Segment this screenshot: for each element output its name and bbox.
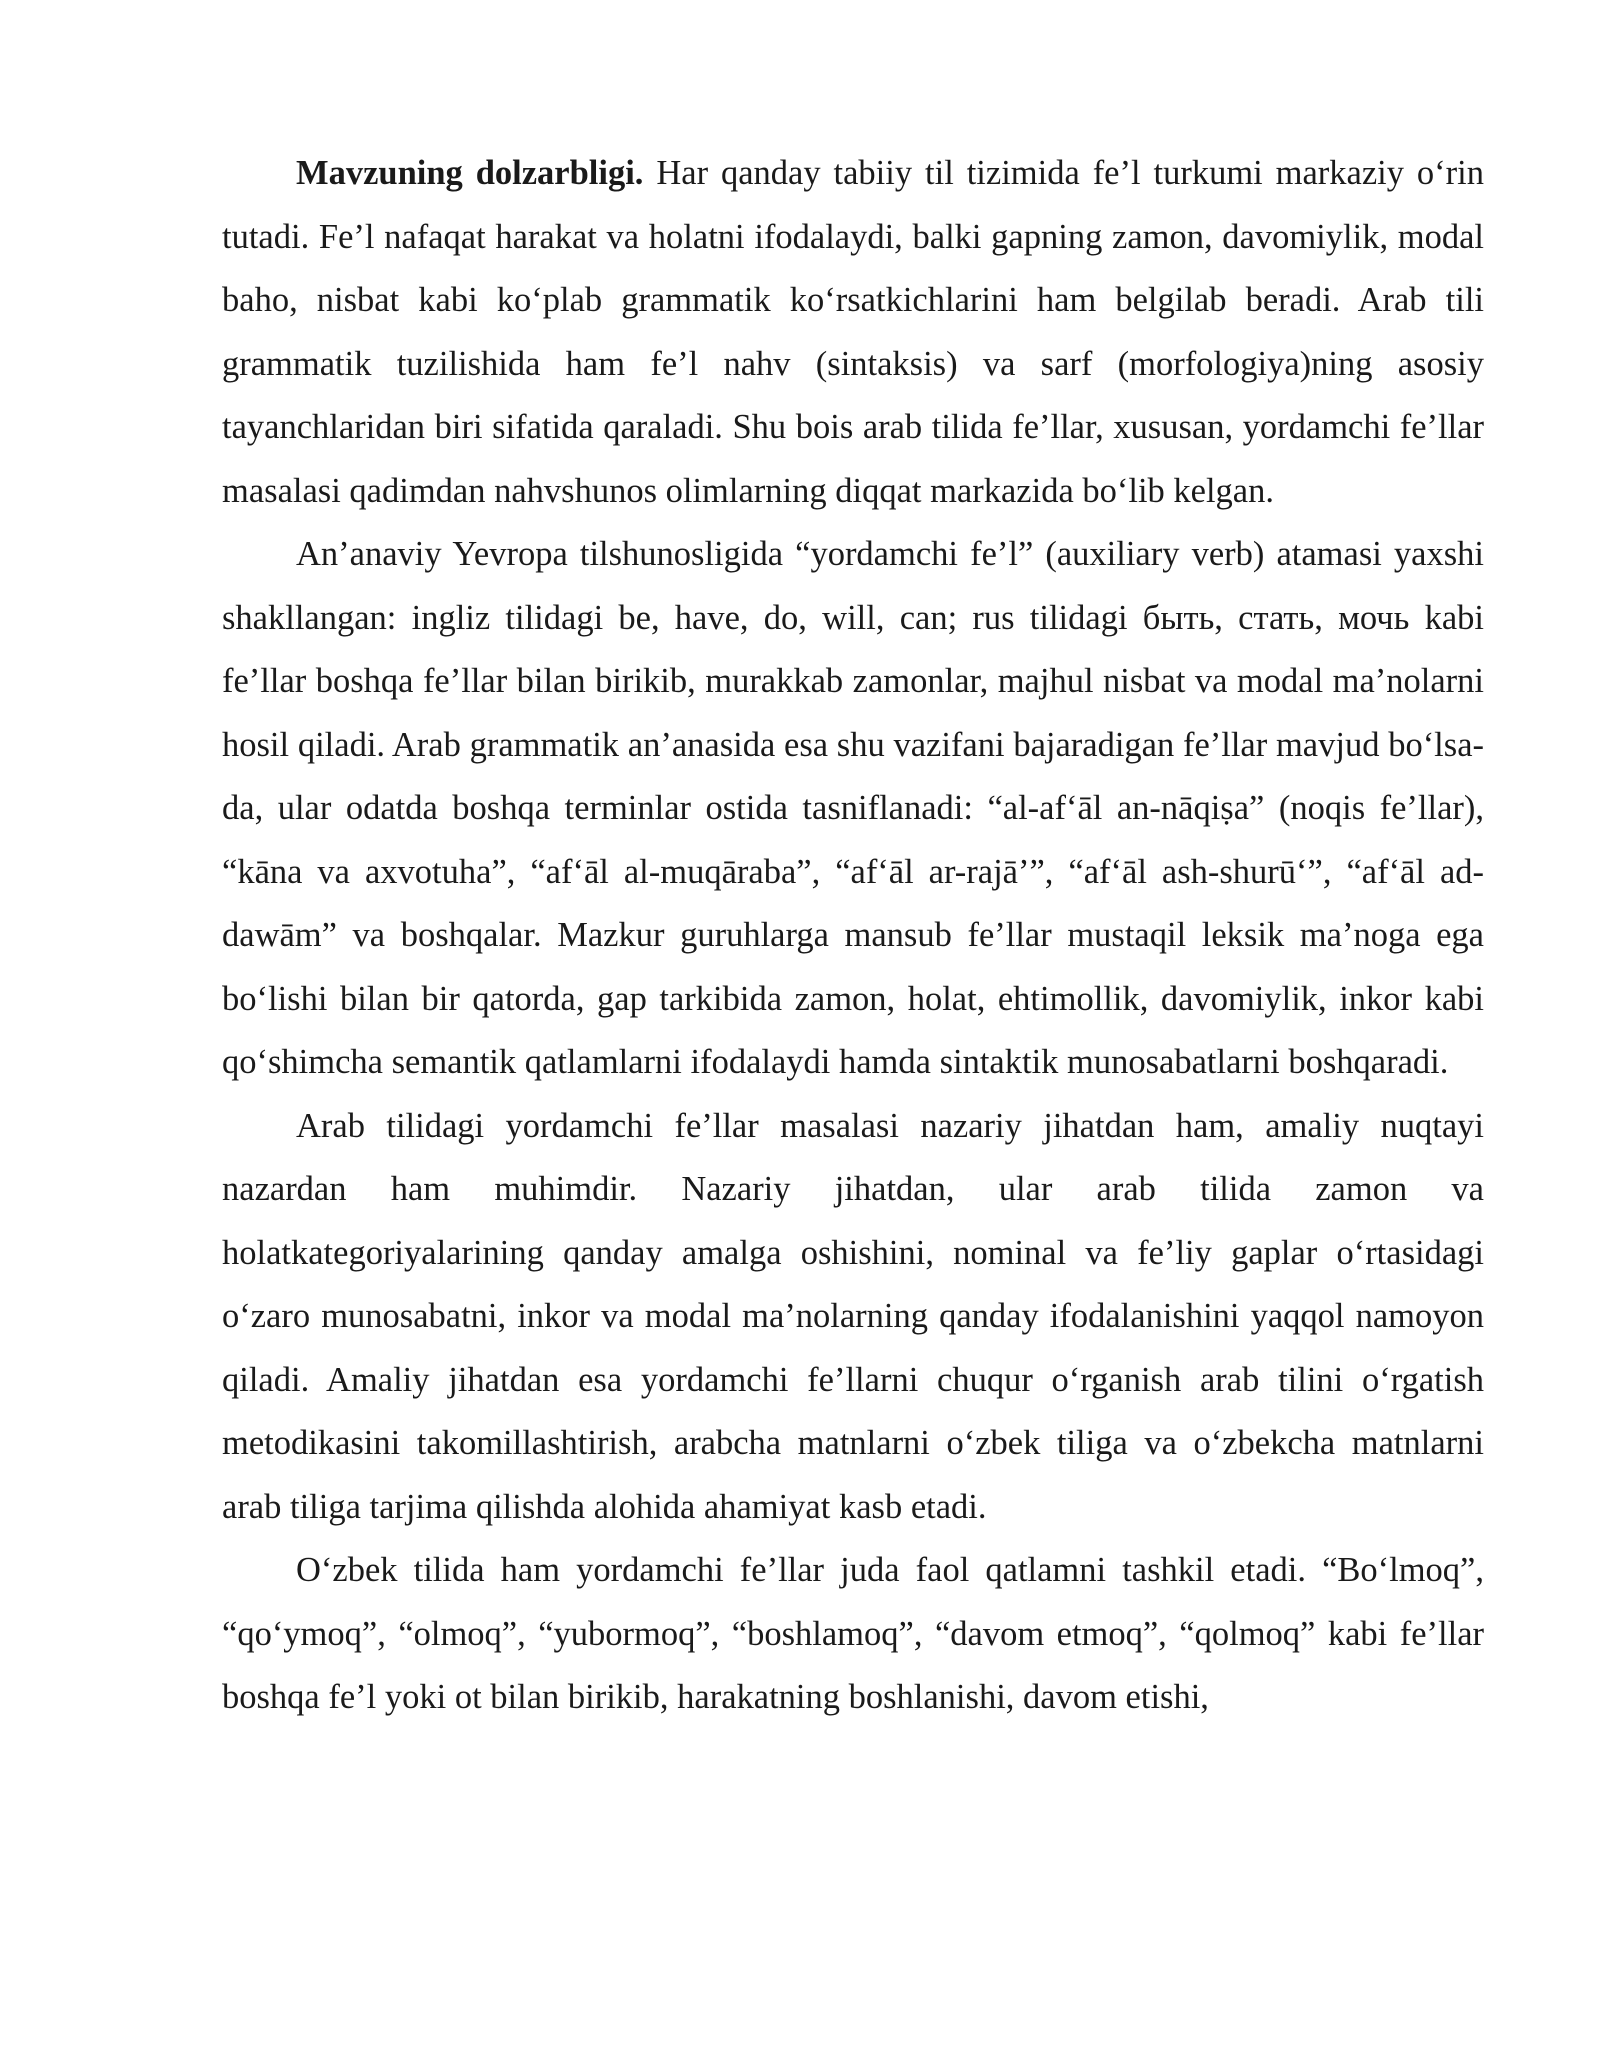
- paragraph-uzbek-auxiliaries: O‘zbek tilida ham yordamchi fe’llar juda faol qatlamni tashkil etadi. “Bo‘lmoq”, “qo‘ymoq”, “olmoq”, “yubormoq”, “boshlamoq”, “davom etmoq”, “qolmoq” kabi fe’llar boshqa fe’l yoki ot bilan birikib, harakatning boshlanishi, davom etishi,: [222, 1551, 1484, 1716]
- section-heading: Mavzuning dolzarbligi.: [296, 154, 644, 192]
- paragraph-text: Har qanday tabiiy til tizimida fe’l turkumi markaziy o‘rin tutadi. Fe’l nafaqat harakat va holatni ifodalaydi, balki gapning zamon, davomiylik, modal baho, nisbat kabi ko‘plab grammatik ko‘rsatkichlarini ham belgilab beradi. Arab tili grammatik tuzilishida ham fe’l nahv (sintaksis) va sarf (morfologiya)ning asosiy tayanchlaridan biri sifatida qaraladi. Shu bois arab tilida fe’llar, xususan, yordamchi fe’llar masalasi qadimdan nahvshunos olimlarning diqqat markazida bo‘lib kelgan.: [222, 154, 1484, 510]
- paragraph-theoretical-practical: Arab tilidagi yordamchi fe’llar masalasi nazariy jihatdan ham, amaliy nuqtayi nazardan ham muhimdir. Nazariy jihatdan, ular arab tilida zamon va holatkategoriyalarining qanday amalga oshishini, nominal va fe’liy gaplar o‘rtasidagi o‘zaro munosabatni, inkor va modal ma’nolarning qanday ifodalanishini yaqqol namoyon qiladi. Amaliy jihatdan esa yordamchi fe’llarni chuqur o‘rganish arab tilini o‘rgatish metodikasini takomillashtirish, arabcha matnlarni o‘zbek tiliga va o‘zbekcha matnlarni arab tiliga tarjima qilishda alohida ahamiyat kasb etadi.: [222, 1106, 1484, 1526]
- body-text: [222, 142, 1484, 1730]
- paragraph-european-tradition: An’anaviy Yevropa tilshunosligida “yordamchi fe’l” (auxiliary verb) atamasi yaxshi shakllangan: ingliz tilidagi be, have, do, will, can; rus tilidagi быть, стать, мочь kabi fe’llar boshqa fe’llar bilan birikib, murakkab zamonlar, majhul nisbat va modal ma’nolarni hosil qiladi. Arab grammatik an’anasida esa shu vazifani bajaradigan fe’llar mavjud bo‘lsa-da, ular odatda boshqa terminlar ostida tasniflanadi: “al-af‘āl an-nāqiṣa” (noqis fe’llar), “kāna va axvotuha”, “af‘āl al-muqāraba”, “af‘āl ar-rajā’”, “af‘āl ash-shurū‘”, “af‘āl ad-dawām” va boshqalar. Mazkur guruhlarga mansub fe’llar mustaqil leksik ma’noga ega bo‘lishi bilan bir qatorda, gap tarkibida zamon, holat, ehtimollik, davomiylik, inkor kabi qo‘shimcha semantik qatlamlarni ifodalaydi hamda sintaktik munosabatlarni boshqaradi.: [222, 535, 1484, 1081]
- paragraph-relevance: [222, 142, 1484, 523]
